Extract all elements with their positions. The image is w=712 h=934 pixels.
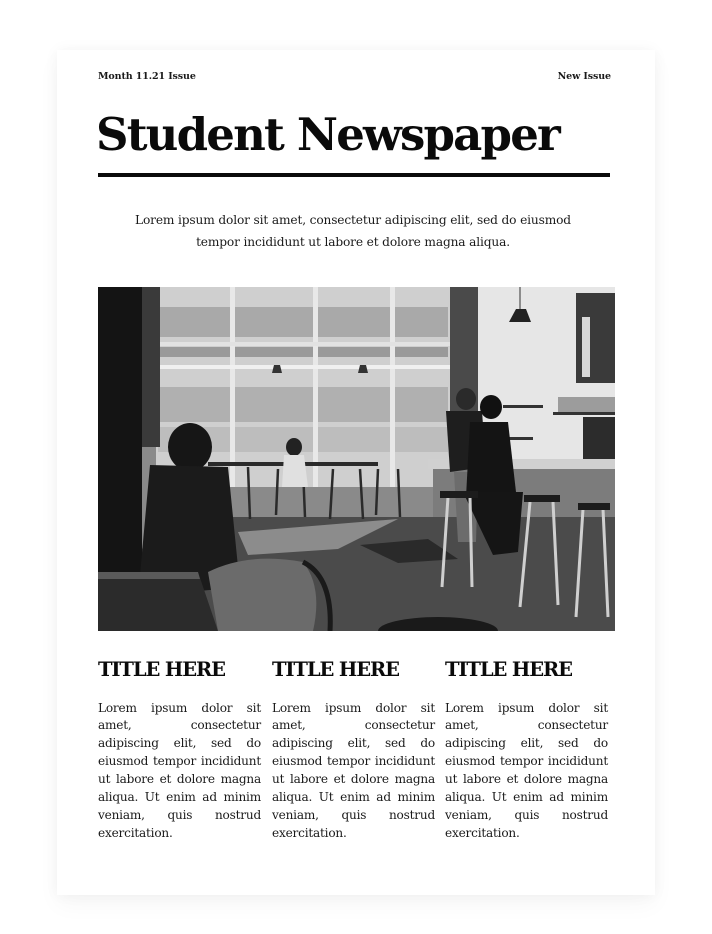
intro-text: Lorem ipsum dolor sit amet, consectetur adipiscing elit, sed do eiusmod tempor incididunt ut labore et dolore magna aliqua. <box>135 213 571 249</box>
article-title: TITLE HERE <box>445 658 572 681</box>
article-column-1 <box>98 660 261 843</box>
edition-label: New Issue <box>557 71 611 82</box>
article-body: Lorem ipsum dolor sit amet, consectetur adipiscing elit, sed do eiusmod tempor incididunt ut labore et dolore magna aliqua. Ut enim ad minim veniam, quis nostrud exercitation. <box>445 700 608 840</box>
masthead-title: Student Newspaper <box>96 108 559 161</box>
newspaper-page <box>57 50 655 895</box>
masthead-rule <box>98 173 610 177</box>
article-title: TITLE HERE <box>98 658 225 681</box>
photo-image-icon <box>98 287 615 631</box>
article-body: Lorem ipsum dolor sit amet, consectetur adipiscing elit, sed do eiusmod tempor incididunt ut labore et dolore magna aliqua. Ut enim ad minim veniam, quis nostrud exercitation. <box>98 700 261 840</box>
issue-label: Month 11.21 Issue <box>98 71 196 82</box>
article-title: TITLE HERE <box>272 658 399 681</box>
article-column-2 <box>272 660 435 843</box>
article-body: Lorem ipsum dolor sit amet, consectetur adipiscing elit, sed do eiusmod tempor incididunt ut labore et dolore magna aliqua. Ut enim ad minim veniam, quis nostrud exercitation. <box>272 700 435 840</box>
cafe-photo <box>98 287 615 631</box>
article-column-3 <box>445 660 608 843</box>
